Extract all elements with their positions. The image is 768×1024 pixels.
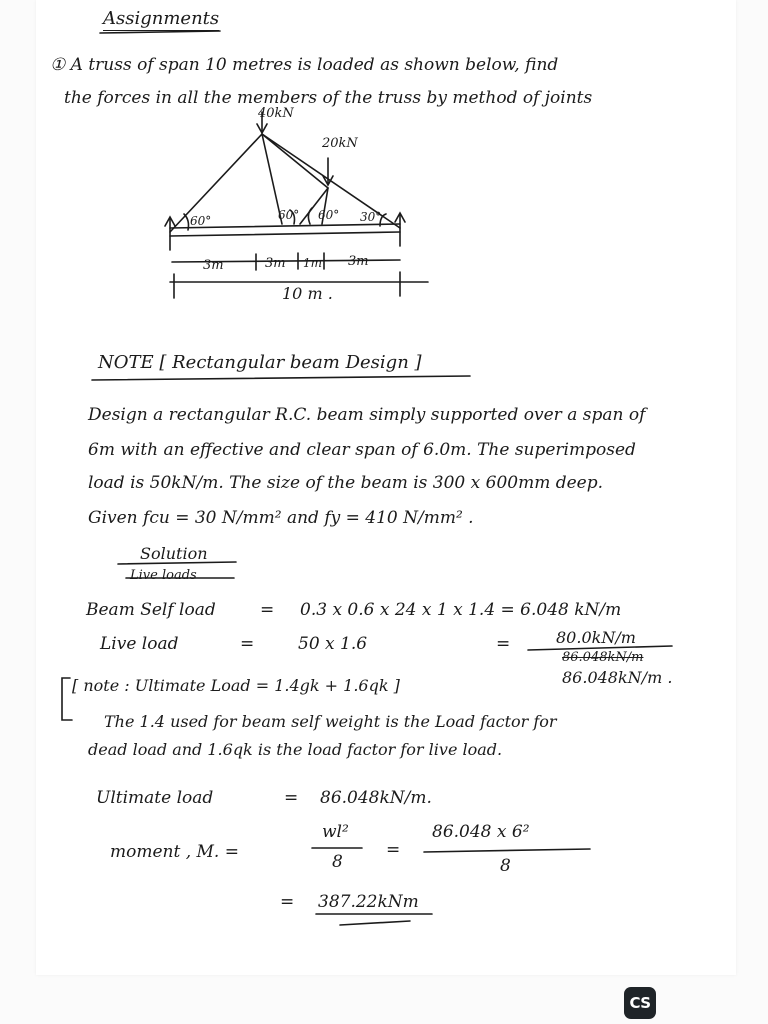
- struck-sum-value: 86.048kN/m: [562, 650, 644, 665]
- moment-label: moment , M. =: [110, 842, 239, 862]
- fraction-2-denominator: 8: [500, 856, 511, 876]
- struck-live-loads: Live loads: [130, 568, 197, 583]
- live-load-expression: 50 x 1.6: [298, 634, 368, 654]
- explanation-line-1: The 1.4 used for beam self weight is the Load factor for: [104, 712, 557, 731]
- fraction-2-numerator: 86.048 x 6²: [432, 822, 530, 842]
- span-label: 10 m .: [282, 284, 333, 303]
- load-40kN-label: 40kN: [258, 106, 294, 121]
- self-load-expression: 0.3 x 0.6 x 24 x 1 x 1.4 = 6.048 kN/m: [300, 600, 622, 620]
- angle-mid-left-label: 60°: [278, 208, 300, 222]
- angle-right-label: 30°: [360, 210, 382, 224]
- ultimate-load-value: 86.048kN/m.: [320, 788, 432, 808]
- fraction-1-denominator: 8: [332, 852, 343, 872]
- angle-left-label: 60°: [190, 214, 212, 228]
- fraction-1-numerator: wl²: [322, 822, 349, 842]
- sum-value: 86.048kN/m .: [562, 668, 673, 687]
- solution-title: Solution: [140, 544, 208, 563]
- design-line-1: Design a rectangular R.C. beam simply supported over a span of: [88, 405, 646, 425]
- segment-2-label: 3m: [265, 256, 286, 271]
- angle-mid-right-label: 60°: [318, 208, 340, 222]
- live-load-label: Live load: [100, 634, 179, 654]
- design-line-4: Given fcu = 30 N/mm² and fy = 410 N/mm² .: [88, 508, 474, 528]
- explanation-line-2: dead load and 1.6qk is the load factor for live load.: [88, 740, 503, 759]
- segment-4-label: 3m: [348, 254, 369, 269]
- design-line-3: load is 50kN/m. The size of the beam is 300 x 600mm deep.: [88, 473, 604, 493]
- moment-equals: =: [386, 840, 401, 860]
- segment-1-label: 3m: [203, 258, 224, 273]
- camscanner-logo-icon: CS: [624, 987, 656, 1019]
- self-load-label: Beam Self load: [86, 600, 216, 620]
- heading: Assignments: [103, 8, 220, 29]
- load-20kN-label: 20kN: [322, 136, 358, 151]
- result-value: 387.22kNm: [318, 892, 419, 912]
- live-load-value: 80.0kN/m: [556, 628, 636, 647]
- ultimate-load-label: Ultimate load: [96, 788, 214, 808]
- self-load-equals: =: [260, 600, 275, 620]
- design-line-2: 6m with an effective and clear span of 6.0m. The superimposed: [88, 440, 636, 460]
- note-ultimate-formula: [ note : Ultimate Load = 1.4gk + 1.6qk ]: [72, 676, 400, 695]
- question-line-2: the forces in all the members of the truss by method of joints: [64, 88, 593, 108]
- segment-3-label: 1m: [303, 256, 323, 270]
- question-line-1: ① A truss of span 10 metres is loaded as shown below, find: [50, 55, 559, 75]
- note-title: NOTE [ Rectangular beam Design ]: [98, 352, 422, 373]
- live-load-equals-2: =: [496, 634, 511, 654]
- result-equals: =: [280, 892, 295, 912]
- ultimate-load-equals: =: [284, 788, 299, 808]
- live-load-equals: =: [240, 634, 255, 654]
